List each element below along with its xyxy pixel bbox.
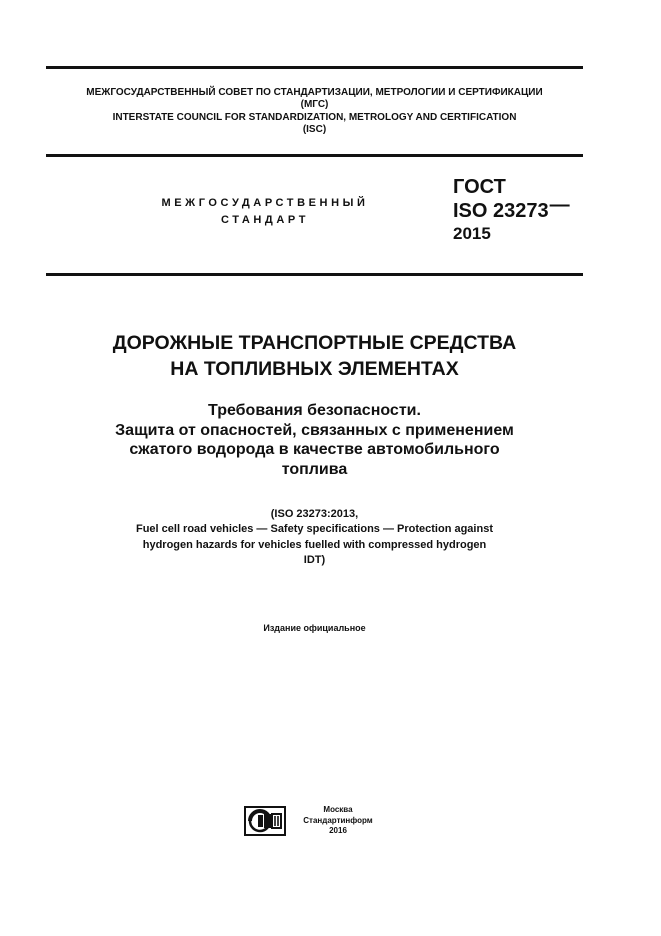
standard-type-line1: МЕЖГОСУДАРСТВЕННЫЙ: [161, 197, 369, 209]
middle-divider: [46, 154, 583, 157]
council-en-abbr: (ISC): [302, 123, 327, 135]
document-title: [46, 330, 583, 382]
standard-designation: [453, 175, 613, 245]
standartinform-logo-icon: [244, 806, 286, 836]
designation-prefix: ГОСТ: [453, 176, 506, 198]
council-header: [46, 87, 583, 136]
publisher-name: Стандартинформ: [303, 815, 373, 825]
publisher-year: 2016: [329, 826, 347, 835]
publisher-city: Москва: [323, 805, 353, 814]
lower-divider: [46, 273, 583, 276]
title-main-line2: НА ТОПЛИВНЫХ ЭЛЕМЕНТАХ: [170, 358, 459, 380]
iso-ref-line1: (ISO 23273:2013,: [270, 508, 359, 520]
title-sub-line1: Требования безопасности.: [208, 402, 421, 419]
title-sub-line3: сжатого водорода в качестве автомобильного: [129, 441, 500, 458]
council-ru-name: МЕЖГОСУДАРСТВЕННЫЙ СОВЕТ ПО СТАНДАРТИЗАЦИИ, МЕТРОЛОГИИ И СЕРТИФИКАЦИИ: [86, 87, 543, 98]
document-subtitle: [46, 401, 583, 479]
edition-label: Издание официальное: [263, 623, 366, 633]
designation-number: ISO 23273: [453, 200, 549, 222]
title-sub-line4: топлива: [281, 460, 348, 478]
title-main-line1: ДОРОЖНЫЕ ТРАНСПОРТНЫЕ СРЕДСТВА: [112, 332, 517, 354]
iso-ref-line4: IDT): [303, 553, 326, 566]
council-ru-abbr: (МГС): [300, 99, 329, 111]
standard-type-line2: СТАНДАРТ: [220, 213, 310, 226]
standard-type: [100, 195, 430, 228]
designation-dash: —: [549, 194, 570, 216]
title-sub-line2: Защита от опасностей, связанных с применением: [115, 421, 514, 439]
publisher-block: [292, 805, 384, 837]
council-en-name: INTERSTATE COUNCIL FOR STANDARDIZATION, METROLOGY AND CERTIFICATION: [112, 111, 517, 123]
designation-year: 2015: [453, 224, 491, 243]
iso-ref-line2: Fuel cell road vehicles — Safety specifications — Protection against: [135, 523, 493, 536]
top-divider: [46, 66, 583, 69]
iso-ref-line3: hydrogen hazards for vehicles fuelled with compressed hydrogen: [142, 538, 487, 551]
designation-number-row: [453, 194, 613, 223]
iso-reference: [46, 507, 583, 568]
